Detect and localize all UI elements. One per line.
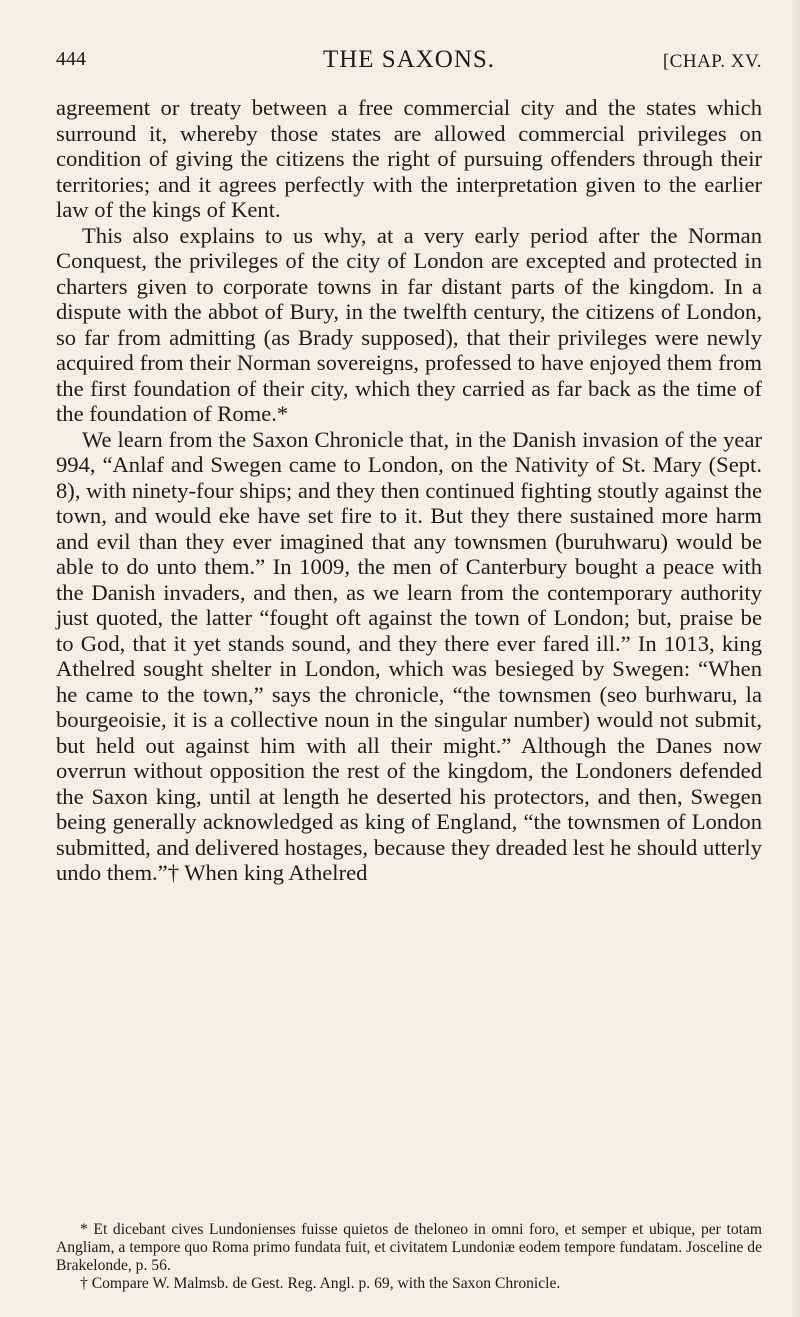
footnote-asterisk: * Et dicebant cives Lundonienses fuisse quietos de theloneo in omni foro, et semper et ubique, per totam Angliam, a tempore quo Roma primo fundata fuit, et civitatem Lundoniæ eodem tempore fundatam. Josceline de Brakelonde, p. 56. xyxy=(56,1221,762,1274)
paragraph-london-privileges: This also explains to us why, at a very early period after the Norman Conquest, the privileges of the city of London are excepted and protected in charters given to corporate towns in far distant parts of the kingdom. In a dispute with the abbot of Bury, in the twelfth century, the citizens of London, so far from admitting (as Brady supposed), that their privileges were newly acquired from their Norman sovereigns, professed to have enjoyed them from the first foundation of their city, which they carried as far back as the time of the foundation of Rome.* xyxy=(56,222,762,426)
footnote-dagger: † Compare W. Malmsb. de Gest. Reg. Angl. p. 69, with the Saxon Chronicle. xyxy=(80,1275,561,1292)
paragraph-danish-invasion: We learn from the Saxon Chronicle that, in the Danish invasion of the year 994, “Anlaf and Swegen came to London, on the Nativity of St. Mary (Sept. 8), with ninety-four ships; and they then continued fighting stoutly against the town, and would eke have set fire to it. But they there sustained more harm and evil than they ever imagined that any townsmen (buruhwaru) would be able to do unto them.” In 1009, the men of Canterbury bought a peace with the Danish invaders, and then, as we learn from the contemporary authority just quoted, the latter “fought oft against the town of London; but, praise be to God, that it yet stands sound, and they there ever fared ill.” In 1013, king Athelred sought shelter in London, which was besieged by Swegen: “When he came to the town,” says the chronicle, “the townsmen (seo burhwaru, la bourgeoisie, it is a collective noun in the singular number) would not submit, but held out against him with all their might.” Although the Danes now overrun without opposition the rest of the kingdom, the Londoners defended the Saxon king, until at length he deserted his protectors, and then, Swegen being generally acknowledged as king of England, “the townsmen of London submitted, and delivered hostages, because they dreaded lest he should utterly undo them.”† When king Athelred xyxy=(56,426,762,885)
body-text xyxy=(56,95,762,886)
page-number: 444 xyxy=(56,48,86,70)
page-edge-shadow xyxy=(790,0,800,1317)
paragraph-continued: agreement or treaty between a free commercial city and the states which surround it, whereby those states are allowed commercial privileges on condition of giving the citizens the right of pursuing offenders through their territories; and it agrees perfectly with the interpretation given to the earlier law of the kings of Kent. xyxy=(56,95,762,222)
footnotes xyxy=(56,1221,762,1293)
chapter-reference: [CHAP. XV. xyxy=(662,51,762,72)
running-head xyxy=(56,48,762,82)
running-title: THE SAXONS. xyxy=(322,46,496,73)
